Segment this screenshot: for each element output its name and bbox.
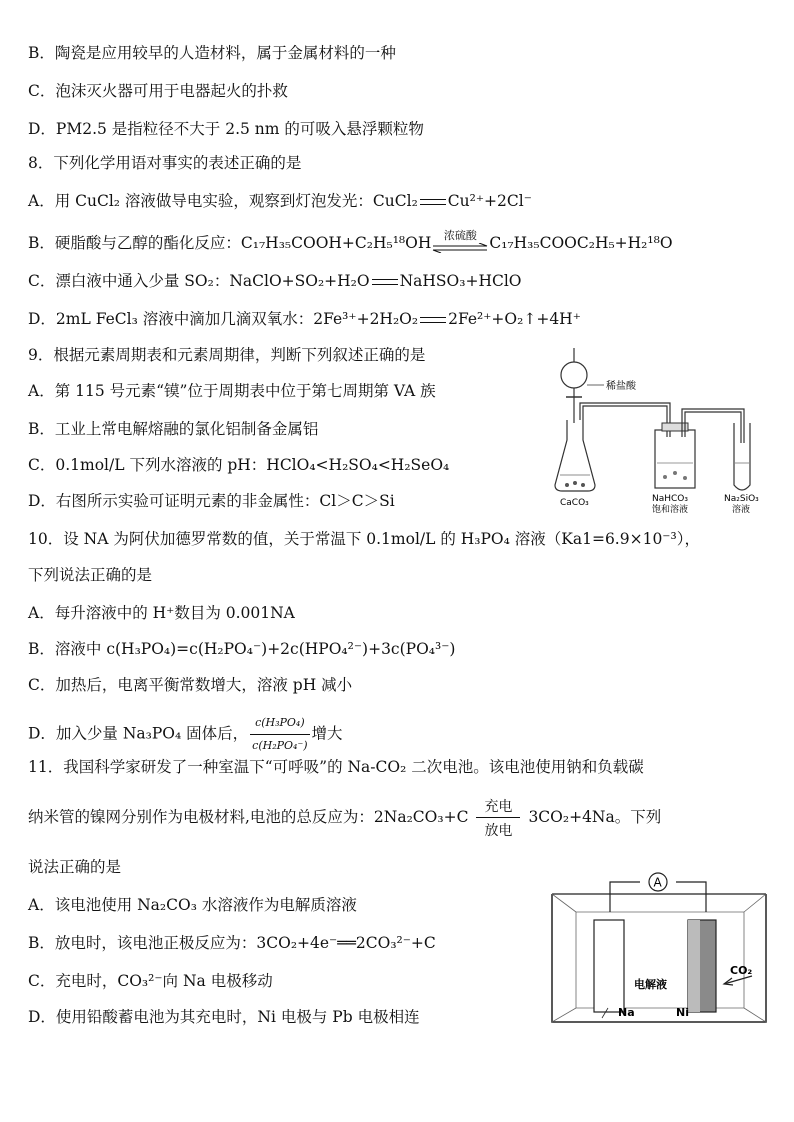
q10-stem: 10．设 NA 为阿伏加德罗常数的值，关于常温下 0.1mol/L 的 H₃PO₄ 溶液（Ka1=6.9×10⁻³）， <box>28 530 700 548</box>
label-na2sio3: Na₂SiO₃ <box>724 494 759 504</box>
apparatus-figure <box>552 345 776 513</box>
ammeter-label: A <box>653 875 662 890</box>
q8-d-left: D．2mL FeCl₃ 溶液中滴加几滴双氧水：2Fe³⁺+2H₂O₂ <box>28 310 419 328</box>
q8-stem: 8．下列化学用语对事实的表述正确的是 <box>28 154 302 172</box>
q8-b-condition: 浓硫酸 <box>443 229 477 242</box>
q8-a-right: Cu²⁺+2Cl⁻ <box>447 192 532 210</box>
q10-option-b: B．溶液中 c(H₃PO₄)=c(H₂PO₄⁻)+2c(HPO₄²⁻)+3c(PO₄³⁻) <box>28 640 456 658</box>
reversible-arrow-icon <box>431 229 489 255</box>
q9-option-b: B．工业上常电解熔融的氯化铝制备金属铝 <box>28 420 319 438</box>
q8-option-c <box>28 270 522 292</box>
label-co2: CO₂ <box>730 964 753 977</box>
equals-arrow-icon <box>420 199 446 205</box>
q10-stem-2: 下列说法正确的是 <box>28 566 153 584</box>
q11-stem: 11．我国科学家研发了一种室温下“可呼吸”的 Na-CO₂ 二次电池。该电池使用钠和负载碳 <box>28 758 644 776</box>
equals-arrow-icon <box>372 279 398 285</box>
label-solution: 溶液 <box>732 505 751 513</box>
q10-d-right: 增大 <box>311 724 343 743</box>
q8-a-left: A．用 CuCl₂ 溶液做导电实验，观察到灯泡发光：CuCl₂ <box>28 192 418 210</box>
label-saturated: 饱和溶液 <box>652 505 689 513</box>
q9-stem: 9．根据元素周期表和元素周期律，判断下列叙述正确的是 <box>28 346 426 364</box>
charge-discharge-arrow: 充电 放电 <box>468 796 528 840</box>
q11-option-b: B．放电时，该电池正极反应为：3CO₂+4e⁻══2CO₃²⁻+C <box>28 934 436 952</box>
q8-c-right: NaHSO₃+HClO <box>399 272 522 290</box>
q9-option-a: A．第 115 号元素“镆”位于周期表中位于第七周期第 VA 族 <box>28 382 436 400</box>
q11-option-a: A．该电池使用 Na₂CO₃ 水溶液作为电解质溶液 <box>28 896 357 914</box>
q10-option-a: A．每升溶液中的 H⁺数目为 0.001NA <box>28 604 295 622</box>
q11-option-d: D．使用铅酸蓄电池为其充电时，Ni 电极与 Pb 电极相连 <box>28 1008 420 1026</box>
q8-option-a <box>28 190 532 212</box>
label-caco3: CaCO₃ <box>560 498 589 508</box>
q9-option-d: D．右图所示实验可证明元素的非金属性：Cl＞C＞Si <box>28 492 395 510</box>
gas-washing-bottle <box>655 430 695 488</box>
q8-option-d <box>28 308 581 330</box>
q8-d-right: 2Fe²⁺+O₂↑+4H⁺ <box>448 310 581 328</box>
equals-arrow-icon <box>420 317 446 323</box>
q11-option-c: C．充电时，CO₃²⁻向 Na 电极移动 <box>28 972 273 990</box>
label-na: Na <box>618 1006 635 1019</box>
na-electrode <box>594 920 624 1012</box>
funnel-bulb <box>561 362 587 388</box>
conical-flask <box>555 420 595 491</box>
q8-b-right: C₁₇H₃₅COOC₂H₅+H₂¹⁸O <box>489 234 673 252</box>
label-electrolyte: 电解液 <box>634 978 667 991</box>
test-tube <box>734 423 750 490</box>
q10-option-d <box>28 712 343 757</box>
q8-b-left: B．硬脂酸与乙醇的酯化反应：C₁₇H₃₅COOH+C₂H₅¹⁸OH <box>28 234 432 252</box>
q9-option-c: C．0.1mol/L 下列水溶液的 pH：HClO₄<H₂SO₄<H₂SeO₄ <box>28 456 450 474</box>
label-ni: Ni <box>676 1006 689 1019</box>
q7-option-d: D．PM2.5 是指粒径不大于 2.5 nm 的可吸入悬浮颗粒物 <box>28 120 424 138</box>
q11-stem-3: 说法正确的是 <box>28 858 122 876</box>
q8-c-left: C．漂白液中通入少量 SO₂：NaClO+SO₂+H₂O <box>28 272 370 290</box>
label-nahco3: NaHCO₃ <box>652 494 688 504</box>
q10-d-left: D．加入少量 Na₃PO₄ 固体后， <box>28 724 249 743</box>
electrolytic-cell <box>552 894 766 1022</box>
q7-option-c: C．泡沫灭火器可用于电器起火的扑救 <box>28 82 288 100</box>
q11-stem-2: 纳米管的镍网分别作为电极材料,电池的总反应为：2Na₂CO₃+C 充电 放电 3CO₂+4Na。下列 <box>28 796 661 840</box>
label-dilute-hcl: 稀盐酸 <box>606 381 636 392</box>
co2-arrow-icon <box>724 976 752 984</box>
q10-option-c: C．加热后，电离平衡常数增大，溶液 pH 减小 <box>28 676 353 694</box>
q7-option-b: B．陶瓷是应用较早的人造材料，属于金属材料的一种 <box>28 44 396 62</box>
q8-option-b <box>28 229 673 255</box>
concentration-ratio: $\frac{\text{c(H₃PO₄)}}{\text{c(H₂PO₄⁻)}}$ <box>250 712 309 757</box>
battery-figure <box>548 868 770 1028</box>
